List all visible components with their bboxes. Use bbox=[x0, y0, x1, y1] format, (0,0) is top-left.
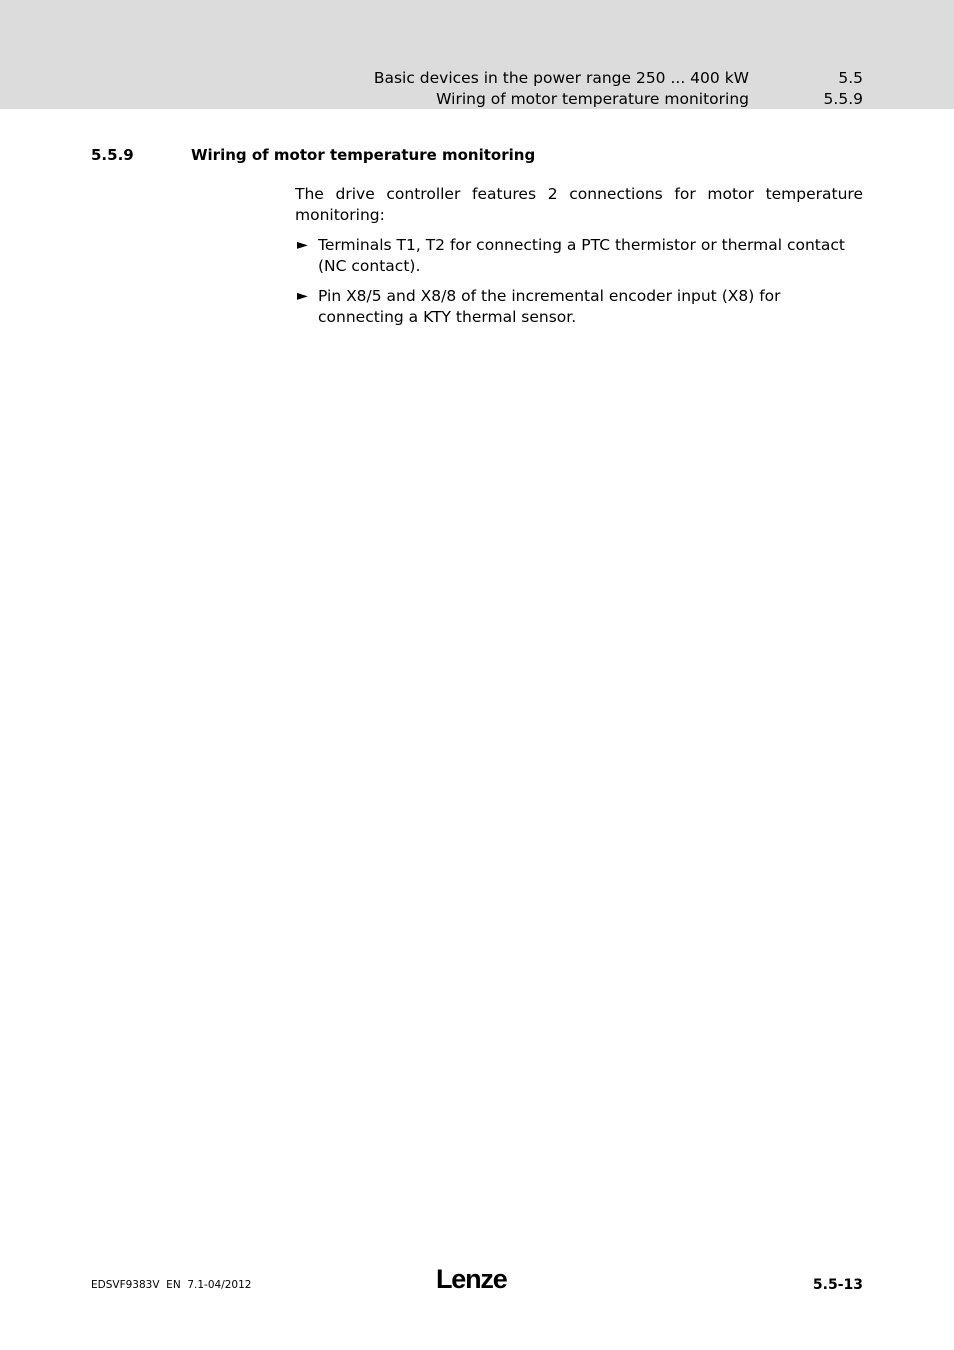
section-title: Wiring of motor temperature monitoring bbox=[191, 146, 536, 164]
header-section-number: 5.5.9 bbox=[823, 90, 863, 108]
header-chapter-number: 5.5 bbox=[838, 69, 863, 87]
footer-document-id: EDSVF9383V EN 7.1-04/2012 bbox=[91, 1279, 252, 1291]
section-number: 5.5.9 bbox=[91, 146, 134, 164]
right-pointing-triangle-icon: ► bbox=[297, 237, 308, 253]
header-chapter-title: Basic devices in the power range 250 ... 400 kW bbox=[373, 69, 749, 87]
right-pointing-triangle-icon: ► bbox=[297, 288, 308, 304]
page-header bbox=[0, 0, 954, 109]
body-text bbox=[295, 184, 863, 337]
page-number: 5.5-13 bbox=[812, 1277, 863, 1293]
header-section-title: Wiring of motor temperature monitoring bbox=[436, 90, 749, 108]
list-item bbox=[295, 286, 863, 328]
connection-list bbox=[295, 235, 863, 328]
list-item bbox=[295, 235, 863, 277]
list-item-text: Terminals T1, T2 for connecting a PTC thermistor or thermal contact (NC contact). bbox=[318, 236, 845, 275]
lenze-logo: Lenze bbox=[436, 1264, 507, 1294]
list-item-text: Pin X8/5 and X8/8 of the incremental encoder input (X8) for connecting a KTY thermal sensor. bbox=[318, 287, 781, 326]
intro-paragraph: The drive controller features 2 connections for motor temperature monitoring: bbox=[295, 185, 863, 224]
